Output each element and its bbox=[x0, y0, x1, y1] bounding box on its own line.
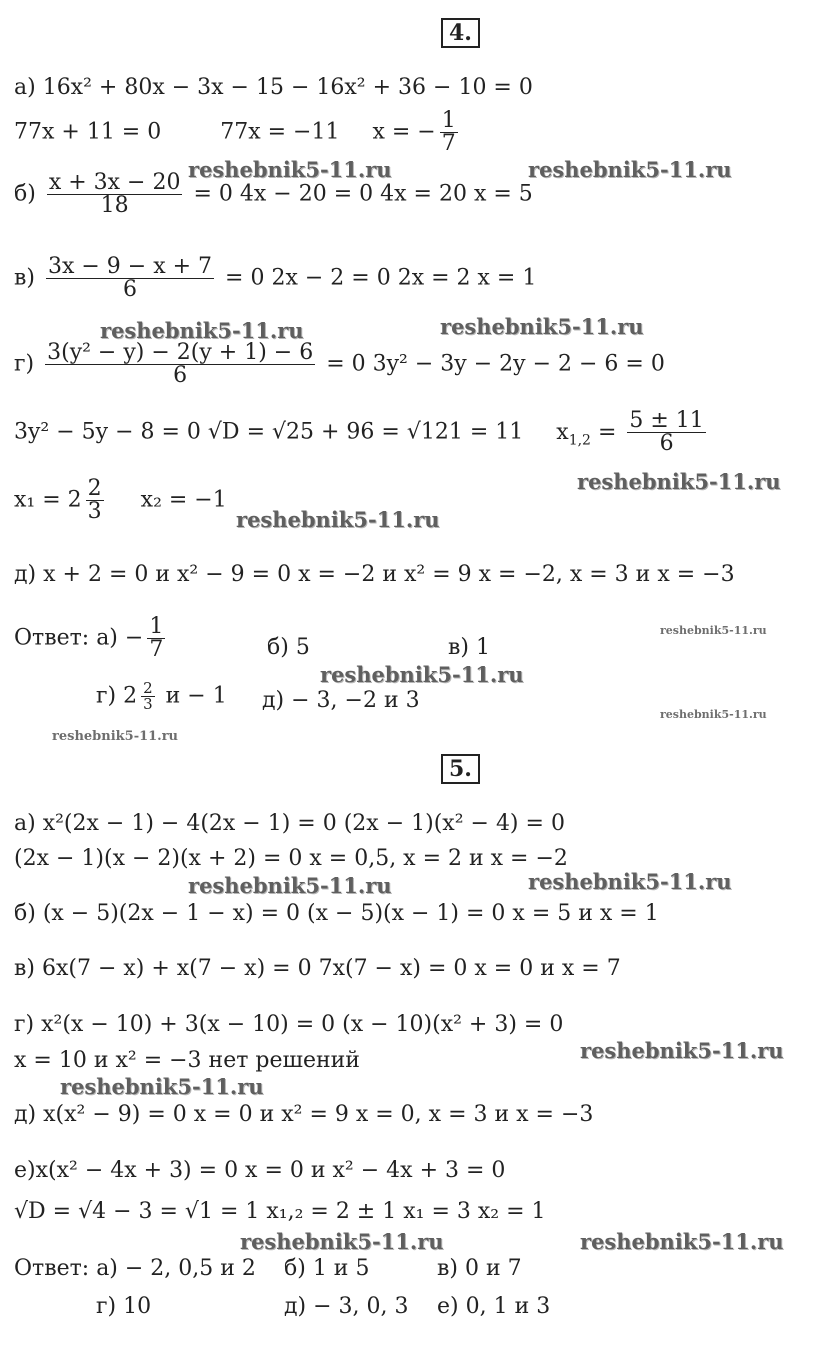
eq-4g bbox=[14, 342, 665, 387]
task-number-4: 4. bbox=[441, 18, 480, 48]
eq-4g-discriminant bbox=[14, 410, 710, 455]
watermark: reshebnik5-11.ru bbox=[528, 869, 732, 894]
answer-4-row2 bbox=[96, 681, 227, 712]
watermark: reshebnik5-11.ru bbox=[580, 1229, 784, 1254]
fraction-roots: $\frac{5 \pm 11}{6}$ bbox=[629, 408, 704, 456]
answer-5g: г) 10 bbox=[96, 1294, 152, 1319]
eq-5b: б) (x − 5)(2x − 1 − x) = 0 (x − 5)(x − 1) = 0 x = 5 и x = 1 bbox=[14, 901, 659, 926]
answer-5a: Ответ: а) − 2, 0,5 и 2 bbox=[14, 1256, 256, 1281]
eq-4a: а) 16x² + 80x − 3x − 15 − 16x² + 36 − 10 = 0 bbox=[14, 75, 533, 100]
watermark: reshebnik5-11.ru bbox=[188, 157, 392, 182]
watermark: reshebnik5-11.ru bbox=[440, 314, 644, 339]
eq-4g-roots bbox=[14, 478, 227, 523]
answer-4a: Ответ: а) − bbox=[14, 625, 144, 651]
watermark: reshebnik5-11.ru bbox=[100, 318, 304, 343]
eq-5d: д) x(x² − 9) = 0 x = 0 и x² = 9 x = 0, x = 3 и x = −3 bbox=[14, 1102, 594, 1127]
fraction-4g: $\frac{\text{3(y² − y) − 2(y + 1) − 6}}{6}$ bbox=[47, 340, 314, 388]
eq-5e-solution: √D = √4 − 3 = √1 = 1 x₁,₂ = 2 ± 1 x₁ = 3 x₂ = 1 bbox=[14, 1199, 546, 1224]
watermark: reshebnik5-11.ru bbox=[60, 1074, 264, 1099]
eq-4b-rest: = 0 4x − 20 = 0 4x = 20 x = 5 bbox=[193, 181, 533, 207]
eq-4a-step1: 77x + 11 = 0 bbox=[14, 119, 162, 145]
watermark: reshebnik5-11.ru bbox=[188, 873, 392, 898]
eq-4g-rest: = 0 3y² − 3y − 2y − 2 − 6 = 0 bbox=[326, 351, 665, 377]
answer-4b: б) 5 bbox=[267, 635, 310, 660]
eq-5a: а) x²(2x − 1) − 4(2x − 1) = 0 (2x − 1)(x² − 4) = 0 bbox=[14, 811, 565, 836]
eq-4d: д) x + 2 = 0 и x² − 9 = 0 x = −2 и x² = 9 x = −2, x = 3 и x = −3 bbox=[14, 562, 735, 587]
fraction-2-3: $\frac{2}{3}$ bbox=[87, 476, 102, 524]
watermark: reshebnik5-11.ru bbox=[660, 708, 767, 721]
answer-4d: д) − 3, −2 и 3 bbox=[262, 688, 420, 713]
eq-5e: е)x(x² − 4x + 3) = 0 x = 0 и x² − 4x + 3 = 0 bbox=[14, 1158, 506, 1183]
fraction-answer-g: $\frac{2}{3}$ bbox=[143, 679, 153, 713]
answer-5b: б) 1 и 5 bbox=[284, 1256, 370, 1281]
root-x1: x₁ = 2 bbox=[14, 487, 82, 513]
watermark: reshebnik5-11.ru bbox=[52, 729, 179, 744]
answer-4-row1 bbox=[14, 616, 169, 661]
answer-4g: г) 2 bbox=[96, 683, 138, 709]
eq-4g-roots-label: $x_{1,2}$ = bbox=[556, 419, 617, 448]
eq-4v bbox=[14, 256, 536, 301]
fraction-4b: $\frac{x + 3x - 20}{18}$ bbox=[48, 170, 181, 218]
watermark: reshebnik5-11.ru bbox=[528, 157, 732, 182]
eq-5a-solution: (2x − 1)(x − 2)(x + 2) = 0 x = 0,5, x = 2 и x = −2 bbox=[14, 846, 568, 871]
watermark: reshebnik5-11.ru bbox=[240, 1229, 444, 1254]
eq-4a-step3: x = − bbox=[372, 119, 436, 145]
eq-4v-rest: = 0 2x − 2 = 0 2x = 2 x = 1 bbox=[225, 265, 537, 291]
eq-4g-disc-text: 3y² − 5y − 8 = 0 √D = √25 + 96 = √121 = 11 bbox=[14, 419, 524, 445]
answer-5e: е) 0, 1 и 3 bbox=[437, 1294, 551, 1319]
watermark: reshebnik5-11.ru bbox=[580, 1038, 784, 1063]
task-number-5: 5. bbox=[441, 754, 480, 784]
eq-4b-prefix: б) bbox=[14, 181, 36, 207]
watermark: reshebnik5-11.ru bbox=[577, 469, 781, 494]
answer-4g-rest: и − 1 bbox=[158, 683, 227, 709]
eq-4v-prefix: в) bbox=[14, 265, 35, 291]
watermark: reshebnik5-11.ru bbox=[660, 624, 767, 637]
eq-4a-step2: 77x = −11 bbox=[220, 119, 340, 145]
answer-5v: в) 0 и 7 bbox=[437, 1256, 522, 1281]
root-x2: x₂ = −1 bbox=[140, 487, 227, 513]
eq-5g: г) x²(x − 10) + 3(x − 10) = 0 (x − 10)(x² + 3) = 0 bbox=[14, 1012, 564, 1037]
eq-4g-prefix: г) bbox=[14, 351, 35, 377]
eq-5g-solution: x = 10 и x² = −3 нет решений bbox=[14, 1048, 360, 1073]
fraction-answer-a: $\frac{1}{7}$ bbox=[149, 614, 164, 662]
answer-4v: в) 1 bbox=[448, 635, 490, 660]
eq-5v: в) 6x(7 − x) + x(7 − x) = 0 7x(7 − x) = 0 x = 0 и x = 7 bbox=[14, 956, 621, 981]
watermark: reshebnik5-11.ru bbox=[320, 662, 524, 687]
eq-4a-solution bbox=[14, 110, 462, 155]
answer-5d: д) − 3, 0, 3 bbox=[284, 1294, 409, 1319]
watermark: reshebnik5-11.ru bbox=[236, 507, 440, 532]
fraction-1-7: $\frac{1}{7}$ bbox=[441, 108, 456, 156]
fraction-4v: $\frac{3x - 9 - x + 7}{6}$ bbox=[47, 254, 213, 302]
